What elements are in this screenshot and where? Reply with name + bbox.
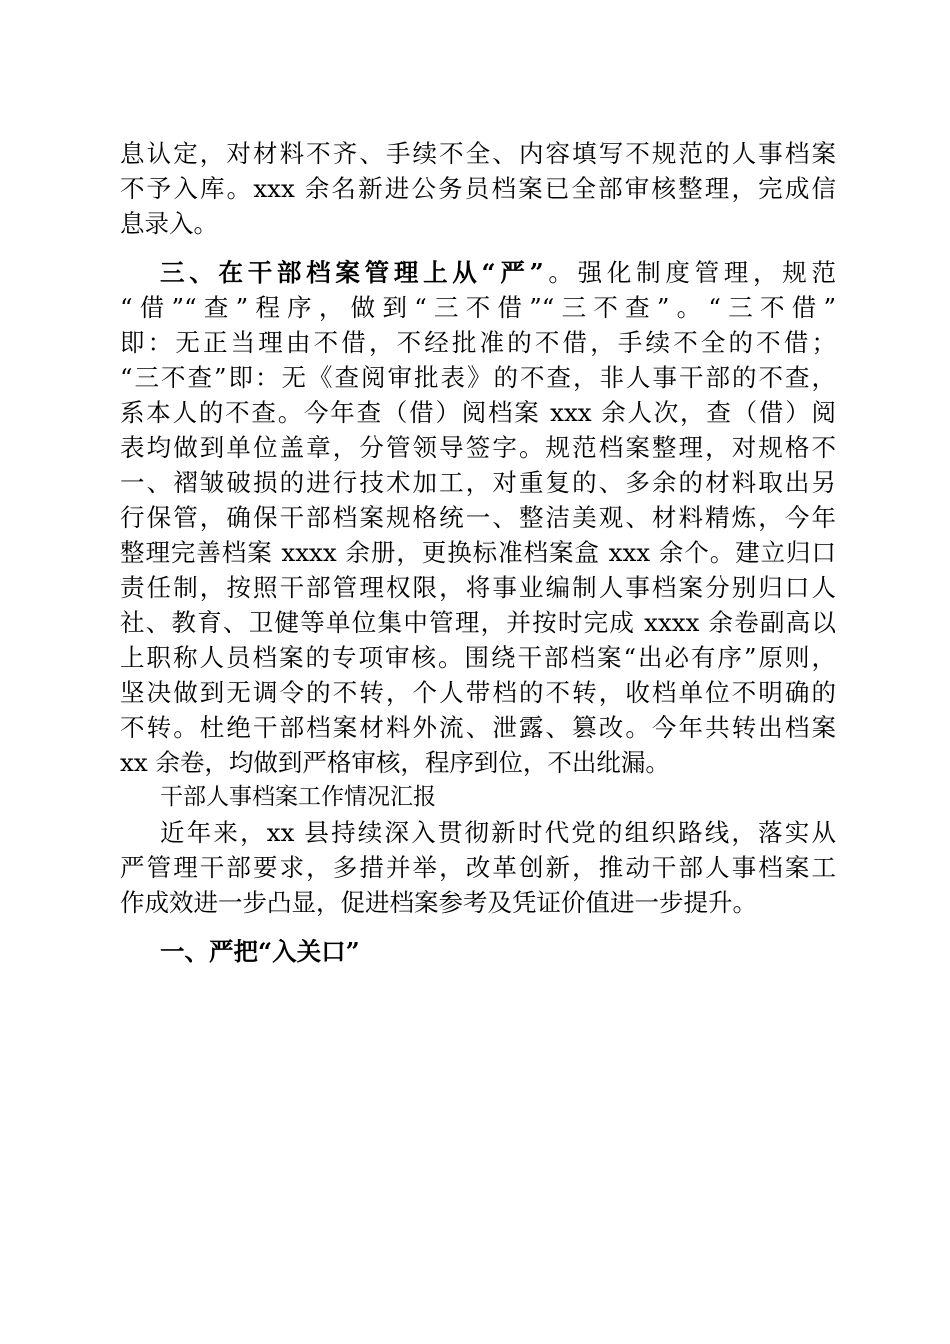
section-3-first-line-rest: 。强化制度管理，规范 [543, 258, 836, 287]
text-line: “三不查”即：无《查阅审批表》的不查，非人事干部的不查， [120, 363, 836, 392]
text-line: 整理完善档案 xxxx 余册，更换标准档案盒 xxx 余个。建立归口 [120, 538, 836, 567]
text-line: 近年来，xx 县持续深入贯彻新时代党的组织路线，落实从 [160, 818, 836, 847]
text-line: 即：无正当理由不借，不经批准的不借，手续不全的不借； [120, 328, 836, 357]
section-3-paragraph [120, 255, 836, 780]
text-line: 不转。杜绝干部档案材料外流、泄露、篡改。今年共转出档案 [120, 713, 836, 742]
text-line: 行保管，确保干部档案规格统一、整洁美观、材料精炼，今年 [120, 503, 836, 532]
text-line: 一、褶皱破损的进行技术加工，对重复的、多余的材料取出另 [120, 468, 836, 497]
text-line: 社、教育、卫健等单位集中管理，并按时完成 xxxx 余卷副高以 [120, 608, 836, 637]
text-line: 上职称人员档案的专项审核。围绕干部档案“出必有序”原则， [120, 643, 836, 672]
text-line: 不予入库。xxx 余名新进公务员档案已全部审核整理，完成信 [120, 174, 836, 203]
section-1-heading: 一、严把“入关口” [160, 937, 360, 966]
text-line: xx 余卷，均做到严格审核，程序到位，不出纰漏。 [120, 748, 670, 777]
paragraph-continuation [120, 136, 836, 241]
text-line: 责任制，按照干部管理权限，将事业编制人事档案分别归口人 [120, 573, 836, 602]
text-line: 息认定，对材料不齐、手续不全、内容填写不规范的人事档案 [120, 139, 836, 168]
text-line: 息录入。 [120, 209, 218, 238]
text-line: “借”“查”程序，做到“三不借”“三不查”。“三不借” [120, 293, 836, 322]
intro-paragraph [120, 815, 836, 920]
section-3-heading: 三、在干部档案管理上从“严” [160, 258, 544, 287]
text-line: 严管理干部要求，多措并举，改革创新，推动干部人事档案工 [120, 853, 836, 882]
text-line: 作成效进一步凸显，促进档案参考及凭证价值进一步提升。 [120, 888, 757, 917]
text-line: 表均做到单位盖章，分管领导签字。规范档案整理，对规格不 [120, 433, 836, 462]
text-line: 坚决做到无调令的不转，个人带档的不转，收档单位不明确的 [120, 678, 836, 707]
document-page [120, 136, 836, 969]
text-line [120, 255, 836, 290]
text-line: 系本人的不查。今年查（借）阅档案 xxx 余人次，查（借）阅 [120, 398, 836, 427]
report-title: 干部人事档案工作情况汇报 [160, 784, 436, 810]
